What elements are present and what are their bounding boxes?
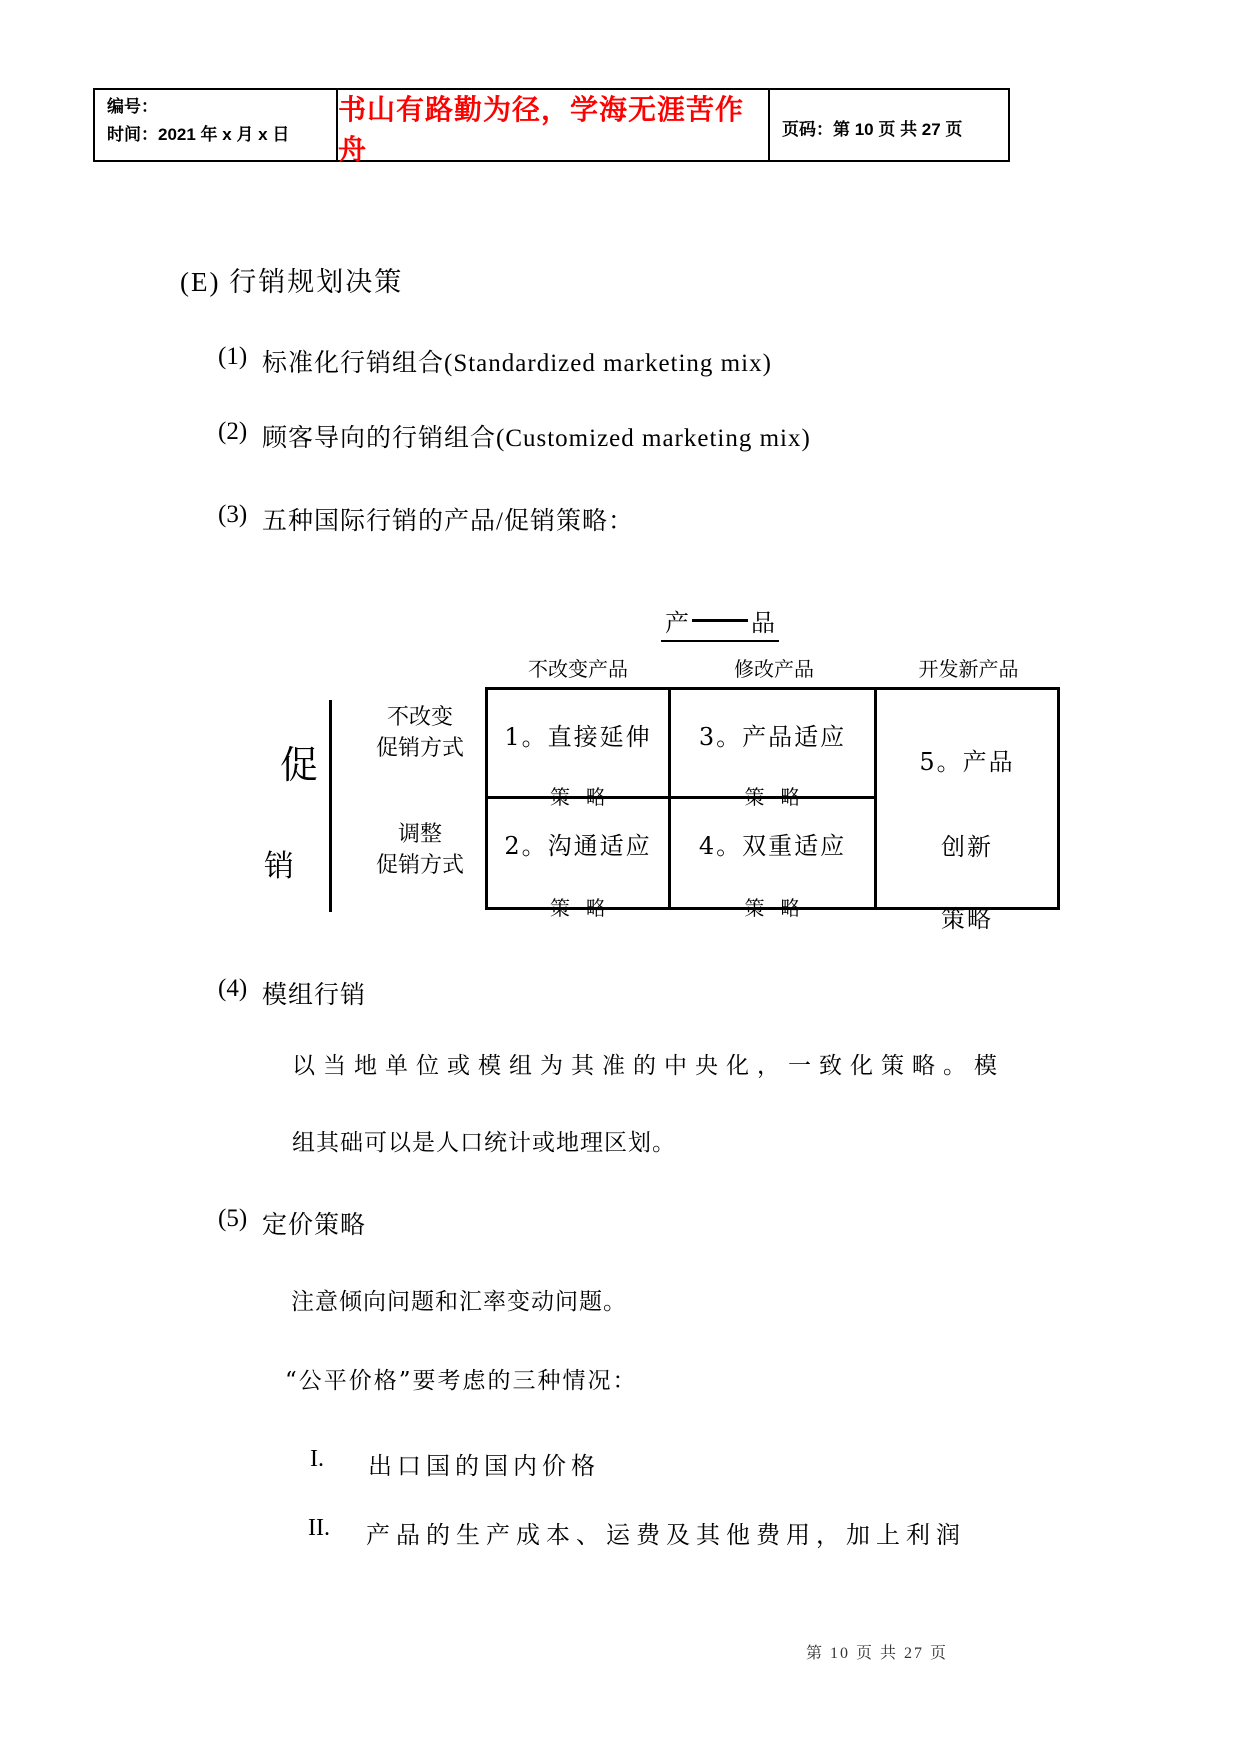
roman-text: 产品的生产成本、运费及其他费用，加上利润 xyxy=(366,1521,966,1549)
product-axis-left-char: 产 xyxy=(665,610,689,637)
promotion-axis-char-top: 促 xyxy=(280,745,319,787)
item-text: 顾客导向的行销组合(Customized marketing mix) xyxy=(262,425,811,452)
matrix-table xyxy=(485,687,1060,933)
item-number: (4) xyxy=(218,975,248,1002)
cell-clipped-text: 策略 xyxy=(550,896,622,920)
header-cell-meta xyxy=(95,90,338,160)
header-time-label: 时间：2021 年 x 月 x 日 xyxy=(107,125,290,144)
roman-number: II. xyxy=(308,1515,330,1541)
header-page-info: 页码：第 10 页 共 27 页 xyxy=(782,119,963,139)
modular-paragraph-line-1: 以当地单位或模组为其准的中央化，一致化策略。模 xyxy=(292,1053,1005,1079)
item-text: 标准化行销组合(Standardized marketing mix) xyxy=(262,350,772,377)
pricing-paragraph-line-2: “公平价格”要考虑的三种情况： xyxy=(285,1368,638,1394)
item-number: (1) xyxy=(218,343,248,370)
cell-text-line: 5。产品 xyxy=(919,748,1015,776)
matrix-cell-2 xyxy=(488,799,671,920)
item-text: 定价策略 xyxy=(262,1212,367,1239)
header-cell-motto xyxy=(338,90,770,166)
item-text: 五种国际行销的产品/促销策略： xyxy=(262,508,634,535)
header-table xyxy=(93,88,1010,166)
row-header-line: 促销方式 xyxy=(375,735,464,760)
column-header-2: 修改产品 xyxy=(734,659,814,681)
row-header-line: 促销方式 xyxy=(375,852,464,877)
cell-text: 3。产品适应 xyxy=(698,723,847,751)
cell-text-line: 创新 xyxy=(941,833,993,861)
matrix-cell-4 xyxy=(671,799,877,920)
page-footer: 第 10 页 共 27 页 xyxy=(806,1645,949,1662)
cell-clipped-text: 策略 xyxy=(744,785,817,809)
roman-text: 出口国的国内价格 xyxy=(368,1452,600,1480)
cell-clipped-text: 策略 xyxy=(744,896,817,920)
cell-text: 1。直接延伸 xyxy=(504,723,652,751)
cell-text: 4。双重适应 xyxy=(698,832,847,860)
promotion-axis-line xyxy=(329,700,332,912)
roman-number: I. xyxy=(310,1446,324,1472)
matrix-row-header-1 xyxy=(345,701,495,763)
product-axis-label xyxy=(661,604,779,642)
item-number: (5) xyxy=(218,1205,248,1232)
column-header-3: 开发新产品 xyxy=(918,659,1019,681)
row-header-line: 不改变 xyxy=(386,704,453,729)
cell-clipped-text: 策略 xyxy=(550,785,622,809)
cell-text-line: 策略 xyxy=(941,905,993,933)
section-heading: (E) 行销规划决策 xyxy=(180,267,404,297)
header-motto: 书山有路勤为径，学海无涯苦作舟 xyxy=(338,93,745,166)
cell-text: 2。沟通适应 xyxy=(504,832,652,860)
row-header-line: 调整 xyxy=(397,821,442,846)
modular-paragraph-line-2: 组其础可以是人口统计或地理区划。 xyxy=(292,1130,676,1156)
header-cell-page-info xyxy=(770,90,1008,160)
matrix-cell-1 xyxy=(488,690,671,809)
header-code-label: 编号： xyxy=(107,97,158,116)
matrix-row-header-2 xyxy=(345,818,495,880)
promotion-axis-char-bottom-clipped xyxy=(264,850,298,883)
item-number: (2) xyxy=(218,418,248,445)
item-number: (3) xyxy=(218,501,248,528)
pricing-paragraph-line-1: 注意倾向问题和汇率变动问题。 xyxy=(291,1289,627,1315)
item-text: 模组行销 xyxy=(262,982,367,1009)
matrix-cell-5 xyxy=(877,690,1057,933)
product-axis-right-char: 品 xyxy=(751,610,775,637)
matrix-column-headers xyxy=(485,653,1060,682)
matrix-cell-3 xyxy=(671,690,877,809)
product-axis-dash xyxy=(692,619,748,622)
promotion-axis-char-bottom: 销 xyxy=(264,850,294,883)
column-header-1: 不改变产品 xyxy=(528,659,628,681)
